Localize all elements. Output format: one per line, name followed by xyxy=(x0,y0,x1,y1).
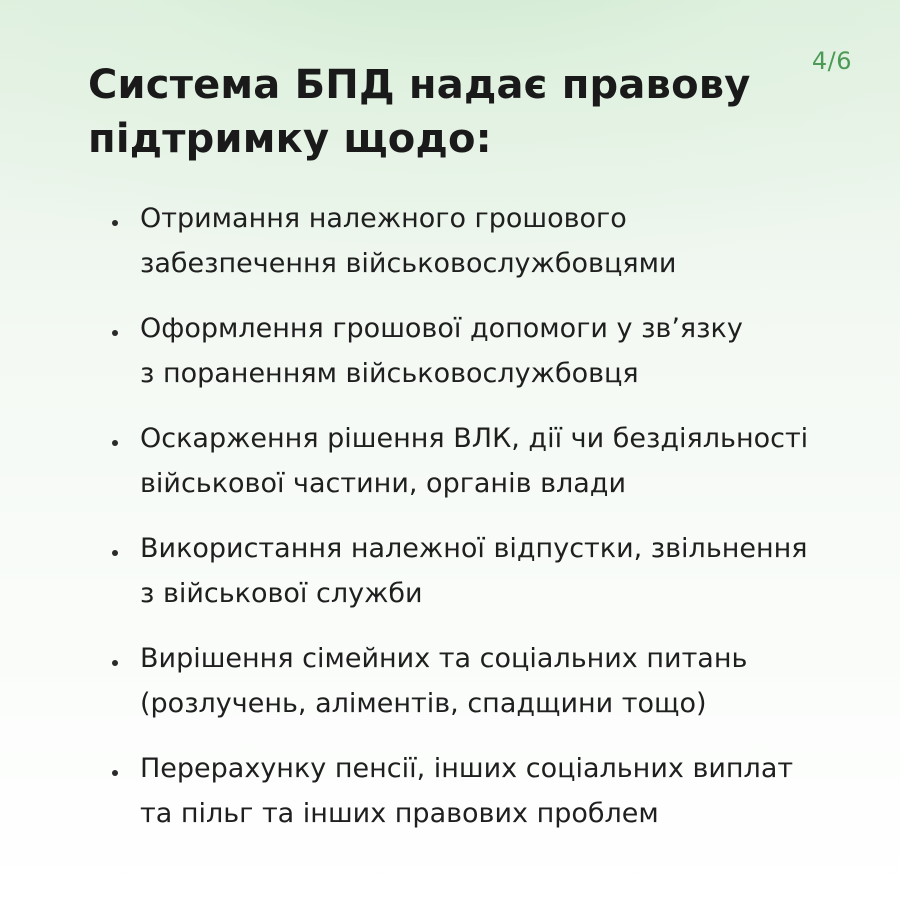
list-item xyxy=(100,306,870,396)
list-item-line-1: Вирішення сімейних та соціальних питань xyxy=(140,643,748,674)
list-item-line-1: Використання належної відпустки, звільнення xyxy=(140,533,808,564)
list-item xyxy=(100,416,870,506)
bullet-icon xyxy=(112,660,118,666)
list-item-line-2: з військової служби xyxy=(140,578,423,609)
list-item-line-1: Отримання належного грошового xyxy=(140,203,627,234)
list-item-line-1: Оформлення грошової допомоги у зв’язку xyxy=(140,313,743,344)
list-item xyxy=(100,196,870,286)
bullet-icon xyxy=(112,770,118,776)
list-item-line-2: з пораненням військовослужбовця xyxy=(140,358,639,389)
bullet-icon xyxy=(112,220,118,226)
list-item xyxy=(100,746,870,836)
slide-title xyxy=(88,58,788,166)
page-counter: 4/6 xyxy=(811,47,852,75)
list-item-line-2: та пільг та інших правових проблем xyxy=(140,798,659,829)
title-line-1: Система БПД надає правову xyxy=(88,62,751,108)
bullet-icon xyxy=(112,440,118,446)
list-item-line-2: військової частини, органів влади xyxy=(140,468,627,499)
list-item-line-2: забезпечення військовослужбовцями xyxy=(140,248,677,279)
support-list xyxy=(100,196,870,856)
list-item-line-1: Оскарження рішення ВЛК, дії чи бездіяльності xyxy=(140,423,809,454)
list-item xyxy=(100,636,870,726)
list-item-line-1: Перерахунку пенсії, інших соціальних виплат xyxy=(140,753,794,784)
title-line-2: підтримку щодо: xyxy=(88,116,492,162)
bullet-icon xyxy=(112,330,118,336)
list-item xyxy=(100,526,870,616)
list-item-line-2: (розлучень, аліментів, спадщини тощо) xyxy=(140,688,707,719)
bullet-icon xyxy=(112,550,118,556)
